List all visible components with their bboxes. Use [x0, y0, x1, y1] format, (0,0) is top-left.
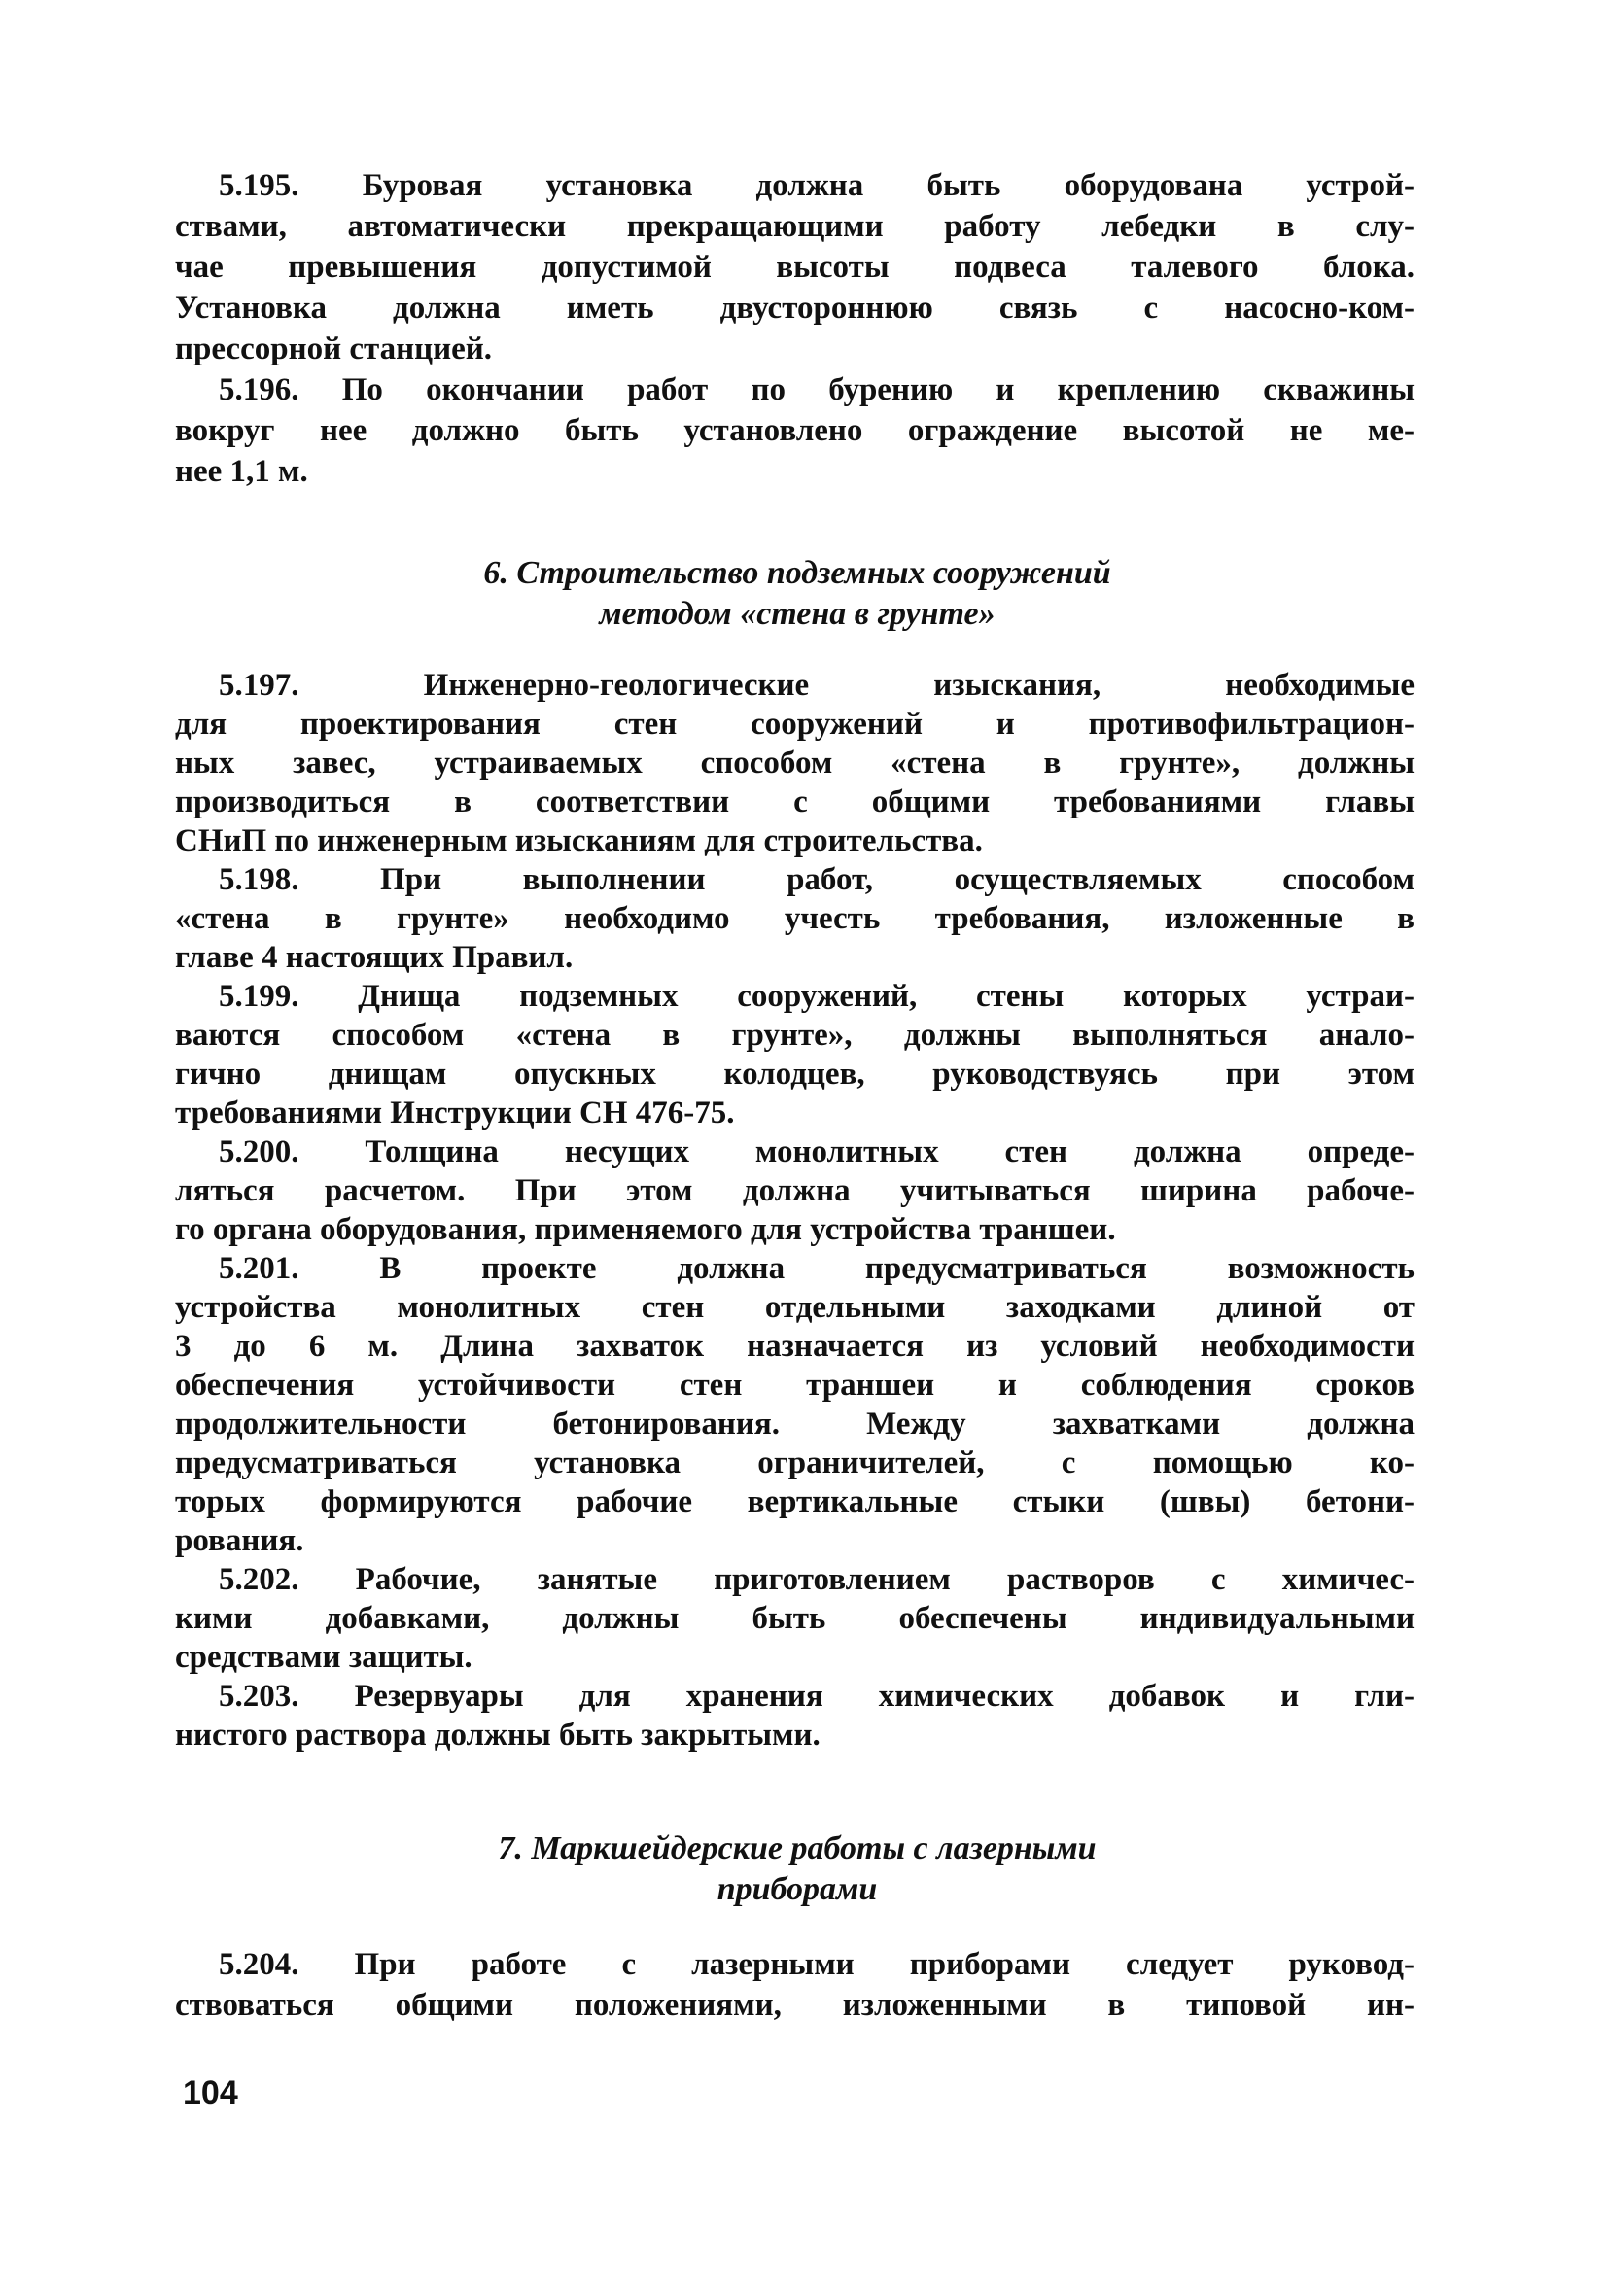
- heading-line: 7. Маркшейдерские работы с лазерными: [498, 1830, 1097, 1866]
- text-line: главе 4 настоящих Правил.: [175, 940, 574, 975]
- text-line: прессорной станцией.: [175, 331, 493, 366]
- text-line: устройства монолитных стен отдельными заходками длиной от: [175, 1290, 1415, 1325]
- paragraph: [175, 1132, 1415, 1249]
- text-line: 5.196. По окончании работ по бурению и креплению скважины: [219, 372, 1415, 407]
- text-line: ляться расчетом. При этом должна учитываться ширина рабоче-: [175, 1173, 1415, 1208]
- text-line: 5.198. При выполнении работ, осуществляемых способом: [219, 862, 1415, 897]
- text-line: ствами, автоматически прекращающими работу лебедки в слу-: [175, 209, 1415, 244]
- text-line: 5.197. Инженерно-геологические изыскания, необходимые: [219, 668, 1415, 703]
- paragraph: [175, 1677, 1415, 1755]
- paragraph: [175, 1944, 1415, 2026]
- text-line: для проектирования стен сооружений и противофильтрацион-: [175, 707, 1415, 742]
- text-line: гично днищам опускных колодцев, руководствуясь при этом: [175, 1057, 1415, 1092]
- text-line: рования.: [175, 1523, 304, 1558]
- paragraph: [175, 165, 1415, 369]
- text-line: чае превышения допустимой высоты подвеса талевого блока.: [175, 250, 1415, 285]
- text-line: СНиП по инженерным изысканиям для строительства.: [175, 823, 983, 858]
- text-line: 5.200. Толщина несущих монолитных стен должна опреде-: [219, 1134, 1415, 1169]
- text-line: Установка должна иметь двустороннюю связь с насосно-ком-: [175, 291, 1415, 326]
- section-7-heading: [292, 1828, 1303, 1910]
- paragraph: [175, 1249, 1415, 1560]
- heading-line: 6. Строительство подземных сооружений: [483, 555, 1111, 591]
- text-line: требованиями Инструкции СН 476-75.: [175, 1096, 735, 1131]
- text-line: нистого раствора должны быть закрытыми.: [175, 1718, 821, 1753]
- text-line: производиться в соответствии с общими требованиями главы: [175, 784, 1415, 819]
- text-line: ных завес, устраиваемых способом «стена в грунте», должны: [175, 746, 1415, 781]
- text-line: 5.201. В проекте должна предусматриваться возможность: [219, 1251, 1415, 1286]
- text-line: торых формируются рабочие вертикальные стыки (швы) бетони-: [175, 1484, 1415, 1519]
- text-line: го органа оборудования, применяемого для устройства траншеи.: [175, 1212, 1116, 1247]
- text-block-5-204: [175, 1944, 1415, 2026]
- text-line: 5.202. Рабочие, занятые приготовлением растворов с химичес-: [219, 1562, 1415, 1597]
- text-line: средствами защиты.: [175, 1640, 472, 1675]
- text-line: «стена в грунте» необходимо учесть требования, изложенные в: [175, 901, 1415, 936]
- text-line: ваются способом «стена в грунте», должны выполняться анало-: [175, 1018, 1415, 1053]
- text-line: 5.195. Буровая установка должна быть оборудована устрой-: [219, 168, 1415, 203]
- heading-line: методом «стена в грунте»: [599, 596, 996, 632]
- page-number: 104: [183, 2074, 238, 2111]
- text-block-5-197-5-203: [175, 666, 1415, 1755]
- section-6-heading: [292, 553, 1303, 635]
- text-line: 3 до 6 м. Длина захваток назначается из условий необходимости: [175, 1329, 1415, 1364]
- text-line: 5.199. Днища подземных сооружений, стены которых устраи-: [219, 979, 1415, 1014]
- text-line: кими добавками, должны быть обеспечены индивидуальными: [175, 1601, 1415, 1636]
- text-line: вокруг нее должно быть установлено ограждение высотой не ме-: [175, 413, 1415, 448]
- text-line: 5.203. Резервуары для хранения химических добавок и гли-: [219, 1679, 1415, 1714]
- paragraph: [175, 369, 1415, 492]
- paragraph: [175, 977, 1415, 1132]
- heading-line: приборами: [717, 1871, 878, 1907]
- text-line: ствоваться общими положениями, изложенными в типовой ин-: [175, 1988, 1415, 2023]
- text-block-5-195-5-196: [175, 165, 1415, 492]
- text-line: продолжительности бетонирования. Между захватками должна: [175, 1407, 1415, 1442]
- paragraph: [175, 860, 1415, 977]
- paragraph: [175, 666, 1415, 860]
- text-line: нее 1,1 м.: [175, 454, 308, 489]
- paragraph: [175, 1560, 1415, 1677]
- text-line: 5.204. При работе с лазерными приборами следует руковод-: [219, 1947, 1415, 1982]
- text-line: предусматриваться установка ограничителей, с помощью ко-: [175, 1445, 1415, 1480]
- text-line: обеспечения устойчивости стен траншеи и соблюдения сроков: [175, 1368, 1415, 1403]
